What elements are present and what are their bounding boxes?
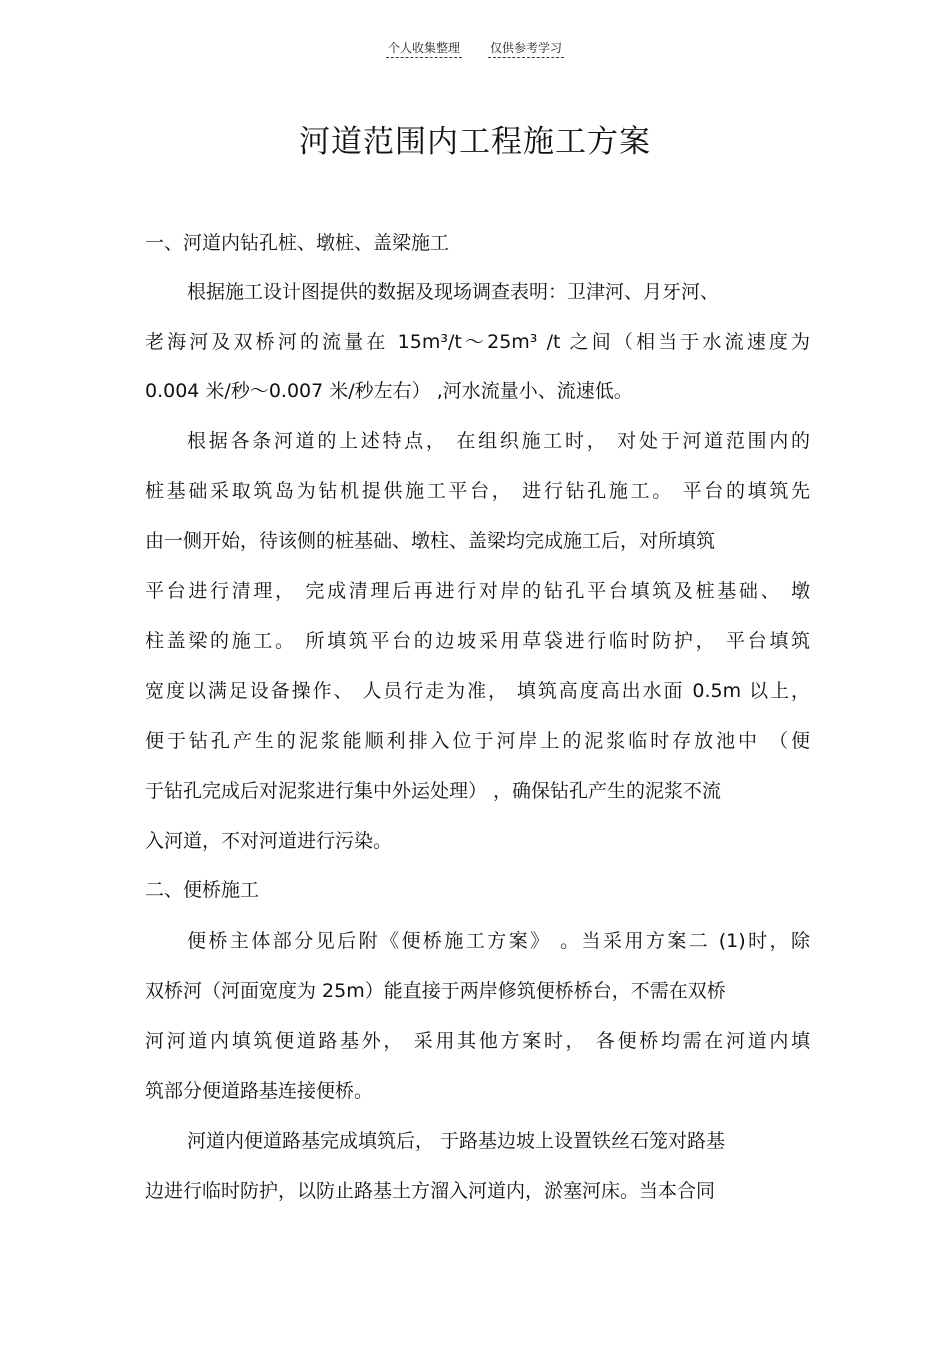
paragraph-line: 筑部分便道路基连接便桥。 bbox=[145, 1080, 374, 1102]
document-title: 河道范围内工程施工方案 bbox=[299, 124, 651, 160]
paragraph-line: 根据施工设计图提供的数据及现场调查表明：卫津河、月牙河、 bbox=[187, 281, 720, 303]
paragraph-line: 老海河及双桥河的流量在 15m³/t～25m³ /t 之间（相当于水流速度为 bbox=[145, 331, 810, 353]
paragraph-line: 边进行临时防护，以防止路基土方溜入河道内，淤塞河床。当本合同 bbox=[145, 1180, 716, 1202]
paragraph-line: 河河道内填筑便道路基外， 采用其他方案时， 各便桥均需在河道内填 bbox=[145, 1030, 810, 1052]
header-note bbox=[0, 40, 950, 58]
paragraph-line: 入河道，不对河道进行污染。 bbox=[145, 830, 393, 852]
header-note-right: 仅供参考学习 bbox=[488, 40, 564, 58]
paragraph-line: 河道内便道路基完成填筑后， 于路基边坡上设置铁丝石笼对路基 bbox=[187, 1130, 726, 1152]
section-heading-1: 一、河道内钻孔桩、墩桩、盖梁施工 bbox=[145, 232, 450, 254]
paragraph-line: 便桥主体部分见后附《便桥施工方案》 。当采用方案二 (1)时，除 bbox=[187, 930, 810, 952]
paragraph-line: 0.004 米/秒～0.007 米/秒左右） ,河水流量小、流速低。 bbox=[145, 380, 633, 402]
paragraph-line: 桩基础采取筑岛为钻机提供施工平台， 进行钻孔施工。 平台的填筑先 bbox=[145, 480, 810, 502]
paragraph-line: 平台进行清理， 完成清理后再进行对岸的钻孔平台填筑及桩基础、 墩 bbox=[145, 580, 810, 602]
paragraph-line: 双桥河（河面宽度为 25m）能直接于两岸修筑便桥桥台，不需在双桥 bbox=[145, 980, 726, 1002]
section-heading-2: 二、便桥施工 bbox=[145, 879, 260, 901]
paragraph-line: 由一侧开始，待该侧的桩基础、墩柱、盖梁均完成施工后，对所填筑 bbox=[145, 530, 716, 552]
paragraph-line: 宽度以满足设备操作、 人员行走为准， 填筑高度高出水面 0.5m 以上， bbox=[145, 680, 810, 702]
paragraph-line: 于钻孔完成后对泥浆进行集中外运处理） ，确保钻孔产生的泥浆不流 bbox=[145, 780, 722, 802]
header-note-left: 个人收集整理 bbox=[386, 40, 462, 58]
paragraph-line: 便于钻孔产生的泥浆能顺利排入位于河岸上的泥浆临时存放池中 （便 bbox=[145, 730, 810, 752]
paragraph-line: 柱盖梁的施工。 所填筑平台的边坡采用草袋进行临时防护， 平台填筑 bbox=[145, 630, 810, 652]
paragraph-line: 根据各条河道的上述特点， 在组织施工时， 对处于河道范围内的 bbox=[187, 430, 810, 452]
